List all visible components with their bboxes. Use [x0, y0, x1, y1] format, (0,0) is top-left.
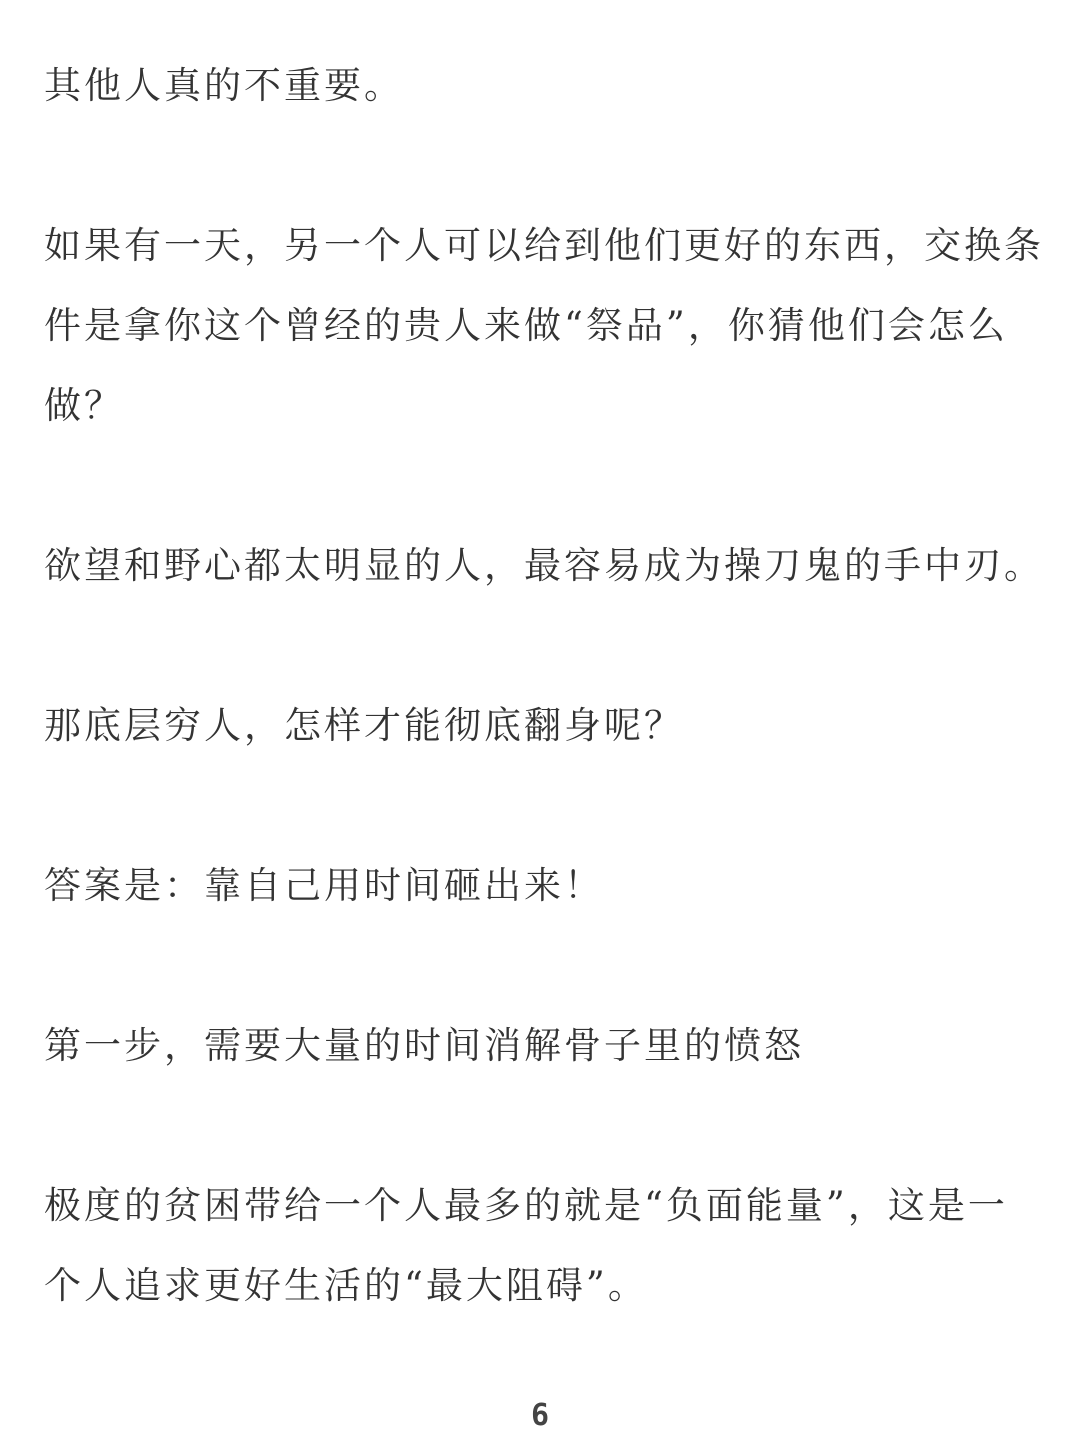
paragraph-2: 如果有一天，另一个人可以给到他们更好的东西，交换条件是拿你这个曾经的贵人来做“祭品”，你猜他们会怎么做？ [44, 224, 1044, 427]
paragraph-1: 其他人真的不重要。 [44, 64, 404, 107]
paragraph-6: 第一步，需要大量的时间消解骨子里的愤怒 [44, 1024, 804, 1067]
paragraph-3: 欲望和野心都太明显的人，最容易成为操刀鬼的手中刃。 [44, 544, 1044, 587]
paragraph-7: 极度的贫困带给一个人最多的就是“负面能量”，这是一个人追求更好生活的“最大阻碍”。 [44, 1184, 1008, 1307]
paragraph-4: 那底层穷人，怎样才能彻底翻身呢？ [44, 704, 684, 747]
paragraph-5: 答案是：靠自己用时间砸出来！ [44, 864, 604, 907]
page-number: 6 [530, 1398, 550, 1433]
